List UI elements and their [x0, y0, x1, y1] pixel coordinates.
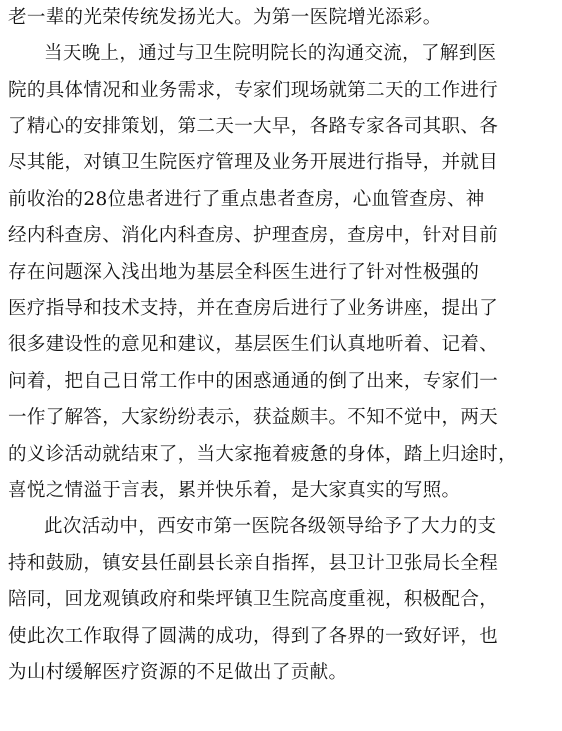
paragraph-line: 持和鼓励，镇安县任副县长亲自指挥，县卫计卫张局长全程	[8, 553, 499, 574]
paragraph-line: 了精心的安排策划，第二天一大早，各路专家各司其职、各	[8, 116, 499, 137]
paragraph-line: 此次活动中，西安市第一医院各级领导给予了大力的支	[44, 516, 497, 537]
paragraph-line: 陪同，回龙观镇政府和柴坪镇卫生院高度重视，积极配合，	[8, 589, 499, 610]
paragraph-line: 存在问题深入浅出地为基层全科医生进行了针对性极强的	[8, 262, 480, 283]
paragraph-line: 当天晚上，通过与卫生院明院长的沟通交流，了解到医	[44, 43, 497, 64]
paragraph-line: 一作了解答，大家纷纷表示，获益颇丰。不知不觉中，两天	[8, 407, 499, 428]
paragraph-line: 喜悦之情溢于言表，累并快乐着，是大家真实的写照。	[8, 480, 461, 501]
paragraph-line: 老一辈的光荣传统发扬光大。为第一医院增光添彩。	[8, 7, 442, 28]
paragraph-line: 尽其能，对镇卫生院医疗管理及业务开展进行指导，并就目	[8, 152, 499, 173]
paragraph-line: 经内科查房、消化内科查房、护理查房，查房中，针对目前	[8, 225, 499, 246]
paragraph-line: 前收治的28位患者进行了重点患者查房，心血管查房、神	[8, 189, 485, 210]
paragraph-line: 使此次工作取得了圆满的成功，得到了各界的一致好评，也	[8, 626, 499, 647]
paragraph-line: 医疗指导和技术支持，并在查房后进行了业务讲座，提出了	[8, 298, 499, 319]
paragraph-line: 问着，把自己日常工作中的困惑通通的倒了出来，专家们一	[8, 371, 499, 392]
paragraph-line: 很多建设性的意见和建议，基层医生们认真地听着、记着、	[8, 334, 499, 355]
paragraph-line: 为山村缓解医疗资源的不足做出了贡献。	[8, 662, 348, 683]
paragraph-line: 的义诊活动就结束了，当大家拖着疲惫的身体，踏上归途时，	[8, 444, 517, 465]
paragraph-line: 院的具体情况和业务需求，专家们现场就第二天的工作进行	[8, 80, 499, 101]
